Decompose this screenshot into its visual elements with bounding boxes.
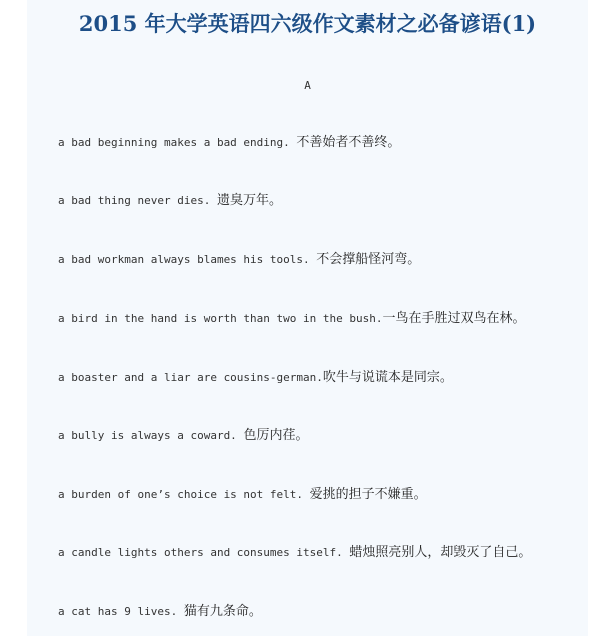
- proverb-item: [58, 604, 262, 620]
- proverb-english: a candle lights others and consumes itself.: [58, 546, 343, 559]
- article-content: [27, 0, 588, 636]
- proverb-item: [58, 135, 400, 151]
- proverb-english: a burden of one’s choice is not felt.: [58, 488, 304, 501]
- proverb-chinese: 不会撑船怪河弯。: [316, 252, 421, 267]
- proverb-item: [58, 370, 453, 386]
- proverb-english: a bad thing never dies.: [58, 194, 211, 207]
- proverb-chinese: 一鸟在手胜过双鸟在林。: [382, 311, 526, 326]
- proverb-chinese: 爱挑的担子不嫌重。: [309, 487, 427, 502]
- proverb-chinese: 不善始者不善终。: [296, 135, 401, 150]
- proverb-english: a bully is always a coward.: [58, 429, 237, 442]
- proverb-english: a cat has 9 lives.: [58, 605, 178, 618]
- proverb-item: [58, 193, 282, 209]
- proverb-english: a bad workman always blames his tools.: [58, 253, 310, 266]
- proverb-item: [58, 311, 526, 327]
- proverb-item: [58, 428, 308, 444]
- proverb-chinese: 吹牛与说谎本是同宗。: [322, 370, 453, 385]
- proverb-english: a bird in the hand is worth than two in the bush.: [58, 312, 383, 325]
- proverb-chinese: 遗臭万年。: [216, 193, 282, 208]
- section-letter: A: [304, 79, 311, 92]
- proverb-item: [58, 545, 531, 561]
- article-title: 2015 年大学英语四六级作文素材之必备谚语(1): [78, 11, 537, 36]
- proverb-english: a bad beginning makes a bad ending.: [58, 136, 290, 149]
- proverb-item: [58, 487, 427, 503]
- proverb-item: [58, 252, 420, 268]
- proverb-chinese: 蜡烛照亮别人，却毁灭了自己。: [349, 545, 532, 560]
- proverb-english: a boaster and a liar are cousins-german.: [58, 371, 323, 384]
- proverb-chinese: 猫有九条命。: [183, 604, 262, 619]
- proverb-chinese: 色厉内荏。: [243, 428, 309, 443]
